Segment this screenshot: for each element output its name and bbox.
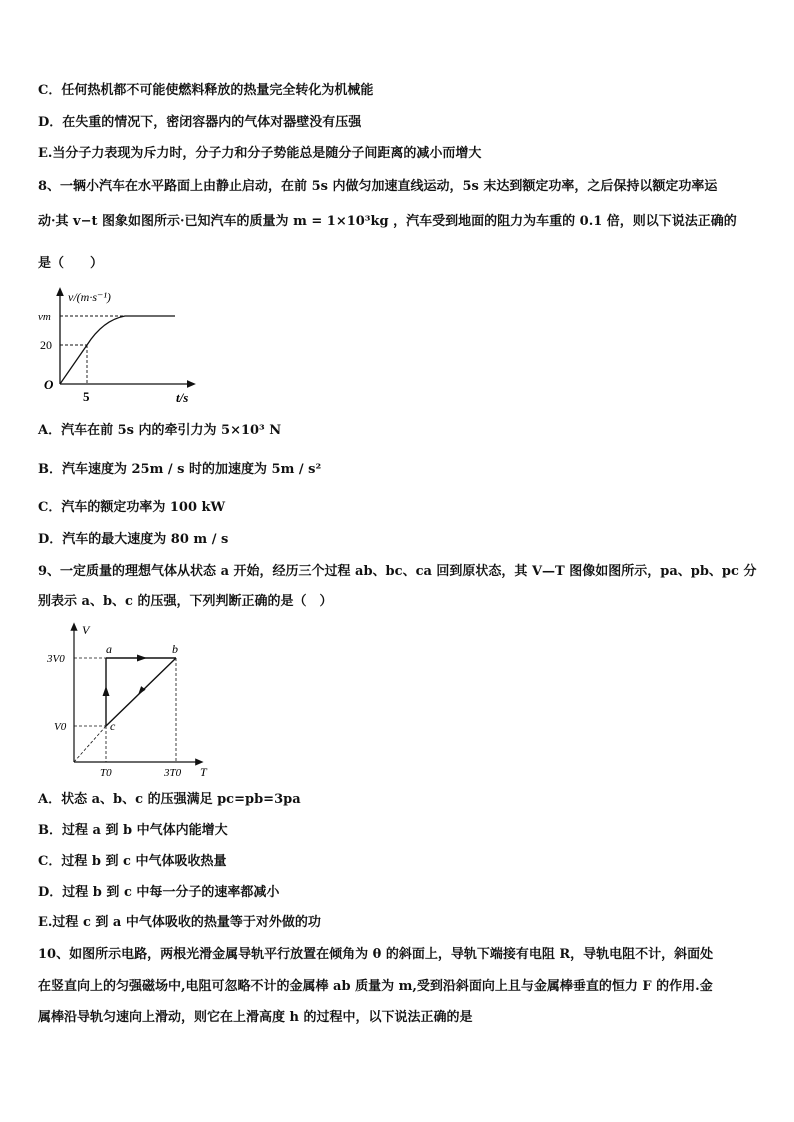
q9-arrow-ca bbox=[103, 686, 110, 696]
q9-option-a: A．状态 a、b、c 的压强满足 pc=pb=3pa bbox=[38, 792, 301, 807]
q9-point-a: a bbox=[106, 642, 112, 656]
q7-option-e: E.当分子力表现为斥力时，分子力和分子势能总是随分子间距离的减小而增大 bbox=[38, 146, 482, 161]
q10-stem-line2: 在竖直向上的匀强磁场中,电阻可忽略不计的金属棒 ab 质量为 m,受到沿斜面向上且与金属棒垂直的恒力 F 的作用.金 bbox=[38, 979, 713, 994]
q8-stem-line2: 动·其 v−t 图象如图所示·已知汽车的质量为 m = 1×10³kg ，汽车受到地面的阻力为车重的 0.1 倍，则以下说法正确的 bbox=[38, 214, 737, 229]
q9-option-c: C．过程 b 到 c 中气体吸收热量 bbox=[38, 854, 227, 869]
q9-option-e: E.过程 c 到 a 中气体吸收的热量等于对外做的功 bbox=[38, 915, 321, 930]
q9-point-b: b bbox=[172, 642, 178, 656]
q9-option-d: D．过程 b 到 c 中每一分子的速率都减小 bbox=[38, 885, 280, 900]
q8-x-label: t/s bbox=[176, 390, 189, 405]
q9-y-tick-3v0: 3V0 bbox=[47, 653, 65, 665]
q8-option-a: A．汽车在前 5s 内的牵引力为 5×10³ N bbox=[38, 423, 282, 438]
q10-stem-line1: 10、如图所示电路，两根光滑金属导轨平行放置在倾角为 θ 的斜面上，导轨下端接有电阻 R，导轨电阻不计，斜面处 bbox=[38, 947, 714, 962]
q9-stem-line2: 别表示 a、b、c 的压强，下列判断正确的是（ ） bbox=[38, 594, 333, 609]
q7-option-c: C．任何热机都不可能使燃料释放的热量完全转化为机械能 bbox=[38, 83, 374, 98]
q8-vm-label: vm bbox=[38, 311, 51, 323]
q9-x-tick-3t0: 3T0 bbox=[164, 767, 182, 779]
q8-stem-line1: 8、一辆小汽车在水平路面上由静止启动，在前 5s 内做匀加速直线运动，5s 末达到额定功率，之后保持以额定功率运 bbox=[38, 179, 718, 194]
q8-vt-graph bbox=[30, 285, 210, 410]
q9-arrow-bc bbox=[138, 686, 146, 695]
q9-arrow-ab bbox=[137, 655, 147, 662]
q8-origin-label: O bbox=[44, 377, 54, 392]
q9-v-axis-label: V bbox=[82, 623, 90, 637]
q8-option-b: B．汽车速度为 25m / s 时的加速度为 5m / s² bbox=[38, 462, 322, 477]
q9-vt-graph bbox=[42, 620, 222, 785]
q8-option-d: D．汽车的最大速度为 80 m / s bbox=[38, 532, 229, 547]
q8-x-tick-5: 5 bbox=[83, 389, 90, 404]
q9-y-tick-v0: V0 bbox=[54, 721, 67, 733]
q9-x-tick-t0: T0 bbox=[100, 767, 112, 779]
q9-point-c: c bbox=[110, 719, 116, 733]
q8-y-tick-20: 20 bbox=[40, 338, 52, 352]
q8-velocity-curve bbox=[60, 316, 175, 384]
q8-stem-line3: 是（ ） bbox=[38, 256, 104, 271]
q9-dash-origin bbox=[74, 726, 106, 762]
q7-option-d: D．在失重的情况下，密闭容器内的气体对器壁没有压强 bbox=[38, 115, 362, 130]
q9-stem-line1: 9、一定质量的理想气体从状态 a 开始，经历三个过程 ab、bc、ca 回到原状态，其 V—T 图像如图所示，pa、pb、pc 分 bbox=[38, 564, 757, 579]
q9-option-b: B．过程 a 到 b 中气体内能增大 bbox=[38, 823, 228, 838]
q9-t-axis-label: T bbox=[200, 765, 207, 779]
q8-y-label: v/(m·s⁻¹) bbox=[68, 290, 111, 304]
q8-option-c: C．汽车的额定功率为 100 kW bbox=[38, 500, 226, 515]
q10-stem-line3: 属棒沿导轨匀速向上滑动，则它在上滑高度 h 的过程中，以下说法正确的是 bbox=[38, 1010, 473, 1025]
